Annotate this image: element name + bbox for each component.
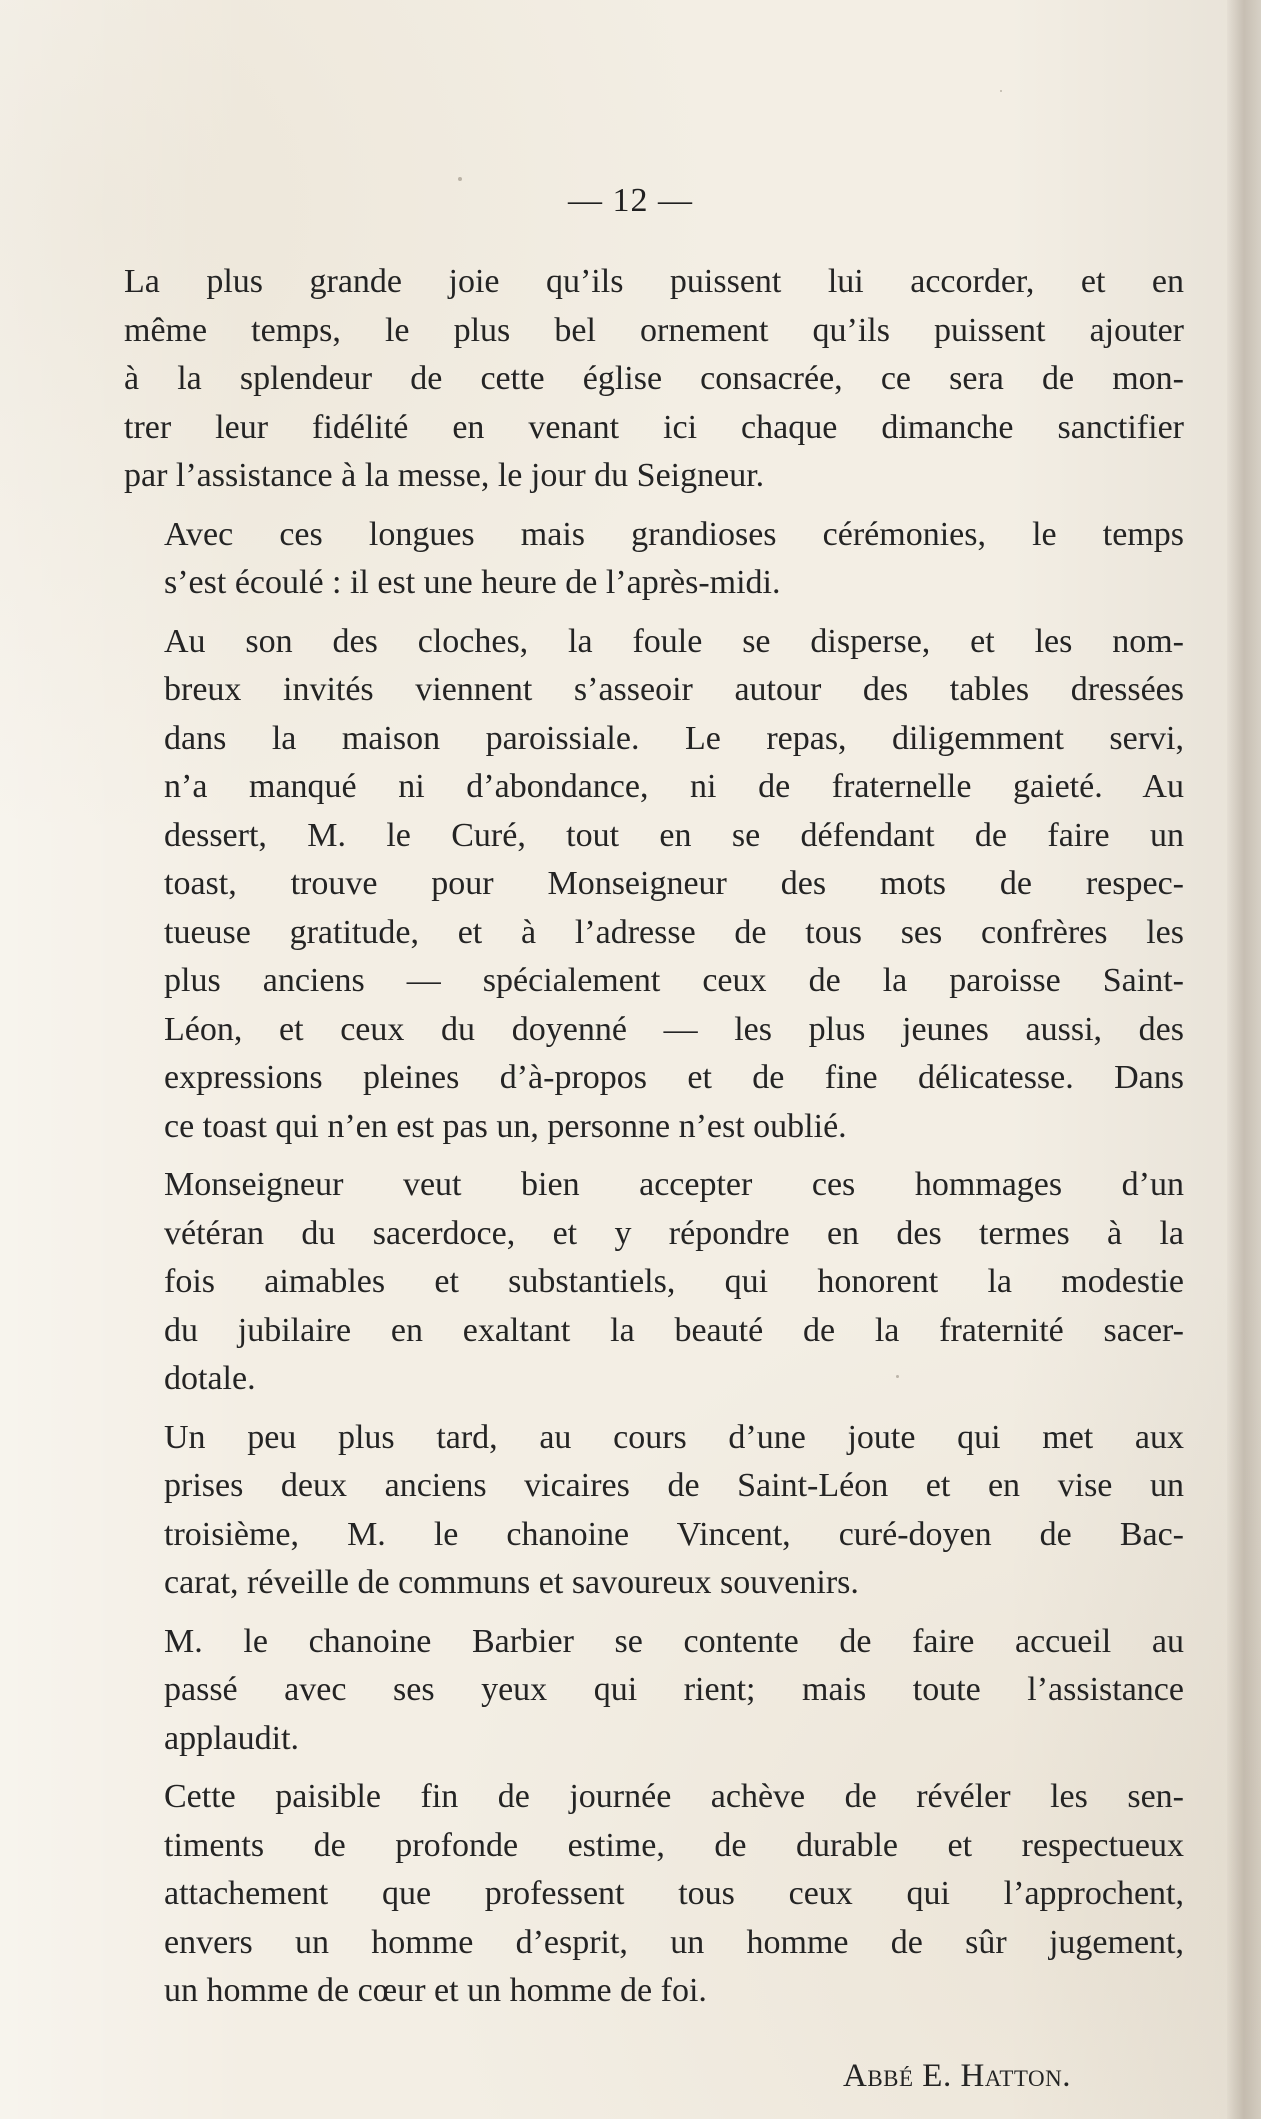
page-number: — 12 — [568, 182, 693, 219]
text-line: vétéran du sacerdoce, et y répondre en des termes à la [164, 1214, 1184, 1252]
text-line: envers un homme d’esprit, un homme de sûr jugement, [164, 1923, 1184, 1961]
paragraph-7 [124, 1773, 1184, 2016]
text-line: Au son des cloches, la foule se disperse, et les nom- [164, 622, 1184, 660]
text-line: troisième, M. le chanoine Vincent, curé-doyen de Bac- [164, 1515, 1184, 1553]
text-line: applaudit. [164, 1719, 300, 1757]
text-line: attachement que professent tous ceux qui l’approchent, [164, 1875, 1184, 1912]
paper-speck [896, 1375, 899, 1378]
text-line: breux invités viennent s’asseoir autour des tables dressées [164, 671, 1184, 708]
text-line: fois aimables et substantiels, qui honorent la modestie [164, 1263, 1184, 1300]
text-line: carat, réveille de communs et savoureux souvenirs. [164, 1564, 859, 1601]
text-line: Monseigneur veut bien accepter ces hommages d’un [164, 1166, 1184, 1203]
text-line: du jubilaire en exaltant la beauté de la fraternité sacer- [164, 1311, 1184, 1349]
text-line: dans la maison paroissiale. Le repas, diligemment servi, [164, 719, 1184, 757]
text-line: s’est écoulé : il est une heure de l’après-midi. [164, 564, 781, 601]
text-line: même temps, le plus bel ornement qu’ils puissent ajouter [124, 311, 1184, 349]
paragraph-3 [124, 618, 1184, 1152]
text-line: timents de profonde estime, de durable et respectueux [164, 1826, 1184, 1864]
text-line: Léon, et ceux du doyenné — les plus jeunes aussi, des [164, 1010, 1184, 1048]
text-line: dotale. [164, 1360, 256, 1397]
text-line: toast, trouve pour Monseigneur des mots de respec- [164, 865, 1184, 902]
text-line: expressions pleines d’à-propos et de fine délicatesse. Dans [164, 1059, 1184, 1096]
text-line: Cette paisible fin de journée achève de révéler les sen- [164, 1778, 1184, 1815]
author-signature: Abbé E. Hatton. [842, 2058, 1071, 2094]
document-body [124, 258, 1184, 2026]
paper-speck [458, 177, 462, 181]
text-line: un homme de cœur et un homme de foi. [164, 1972, 707, 2009]
text-line: dessert, M. le Curé, tout en se défendant de faire un [164, 816, 1184, 854]
text-line: ce toast qui n’en est pas un, personne n’est oublié. [164, 1107, 847, 1145]
paragraph-5 [124, 1414, 1184, 1608]
text-line: La plus grande joie qu’ils puissent lui accorder, et en [124, 263, 1184, 300]
text-line: par l’assistance à la messe, le jour du Seigneur. [124, 457, 765, 494]
text-line: à la splendeur de cette église consacrée, ce sera de mon- [124, 360, 1184, 397]
paper-speck [1000, 90, 1002, 92]
text-line: trer leur fidélité en venant ici chaque dimanche sanctifier [124, 408, 1184, 446]
text-line: n’a manqué ni d’abondance, ni de fraternelle gaieté. Au [164, 768, 1184, 805]
text-line: Un peu plus tard, au cours d’une joute qui met aux [164, 1418, 1184, 1456]
paragraph-6 [124, 1618, 1184, 1764]
text-line: plus anciens — spécialement ceux de la paroisse Saint- [164, 962, 1184, 999]
page-edge-shadow [1227, 0, 1261, 2119]
text-line: Avec ces longues mais grandioses cérémonies, le temps [164, 515, 1184, 553]
text-line: prises deux anciens vicaires de Saint-Léon et en vise un [164, 1467, 1184, 1504]
text-line: tueuse gratitude, et à l’adresse de tous ses confrères les [164, 913, 1184, 951]
paragraph-4 [124, 1161, 1184, 1404]
text-line: M. le chanoine Barbier se contente de faire accueil au [164, 1622, 1184, 1660]
text-line: passé avec ses yeux qui rient; mais toute l’assistance [164, 1671, 1184, 1708]
paragraph-2 [124, 511, 1184, 608]
paragraph-1 [124, 258, 1184, 501]
